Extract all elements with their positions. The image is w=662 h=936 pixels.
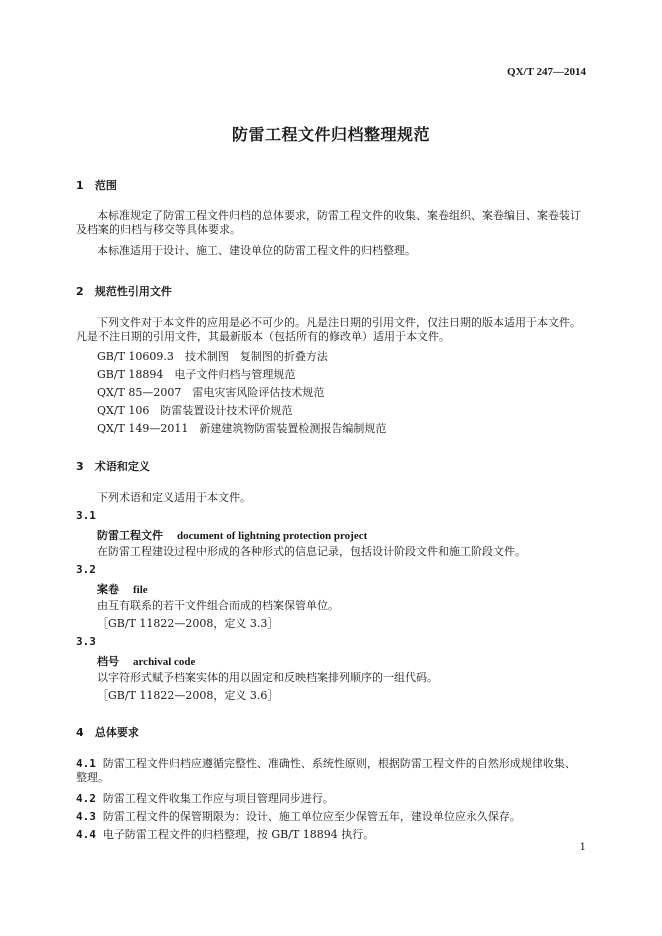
section-number: 4 (76, 726, 84, 739)
reference-item: GB/T 18894 电子文件归档与管理规范 (97, 368, 296, 381)
section-title: 术语和定义 (94, 460, 150, 473)
item-text: 防雷工程文件归档应遵循完整性、准确性、系统性原则，根据防雷工程文件的自然形成规律收集、整理。 (76, 757, 576, 784)
item-text: 防雷工程文件收集工作应与项目管理同步进行。 (102, 792, 334, 805)
page-number: 1 (579, 842, 586, 853)
term-number: 3.1 (76, 509, 96, 522)
section-number: 3 (76, 460, 84, 473)
page-title: 防雷工程文件归档整理规范 (231, 125, 430, 144)
section-heading-general-requirements (76, 724, 139, 740)
term-en: document of lightning protection project (177, 530, 368, 542)
item-number: 4.4 (76, 828, 96, 841)
reference-item: QX/T 106 防雷装置设计技术评价规范 (97, 404, 293, 417)
term-source: ［GB/T 11822—2008，定义 3.3］ (97, 617, 279, 630)
requirement-item (76, 757, 586, 785)
item-text: 防雷工程文件的保管期限为：设计、施工单位应至少保管五年，建设单位应永久保存。 (102, 810, 521, 823)
term-en: file (133, 584, 148, 596)
term-zh: 案卷 (97, 583, 119, 596)
term-definition: 以字符形式赋予档案实体的用以固定和反映档案排列顺序的一组代码。 (97, 671, 438, 684)
term-source: ［GB/T 11822—2008，定义 3.6］ (97, 689, 279, 702)
item-text: 电子防雷工程文件的归档整理，按 GB/T 18894 执行。 (102, 828, 375, 841)
item-number: 4.3 (76, 810, 96, 823)
requirement-item (76, 810, 521, 824)
paragraph: 下列文件对于本文件的应用是必不可少的。凡是注日期的引用文件，仅注日期的版本适用于本文件。凡是不注日期的引用文件，其最新版本（包括所有的修改单）适用于本文件。 (76, 316, 581, 343)
term-definition: 在防雷工程建设过程中形成的各种形式的信息记录，包括设计阶段文件和施工阶段文件。 (97, 545, 526, 558)
item-number: 4.1 (76, 757, 96, 770)
term-heading (97, 653, 195, 669)
reference-item: QX/T 149—2011 新建建筑物防雷装置检测报告编制规范 (97, 422, 387, 435)
term-number: 3.3 (76, 635, 96, 648)
term-en: archival code (133, 656, 196, 668)
section-number: 1 (76, 179, 84, 192)
term-heading (97, 581, 148, 597)
term-definition: 由互有联系的若干文件组合而成的档案保管单位。 (97, 599, 339, 612)
section-title: 总体要求 (94, 726, 139, 739)
section-title: 范围 (94, 179, 117, 192)
paragraph: 下列术语和定义适用于本文件。 (97, 491, 251, 504)
term-zh: 防雷工程文件 (97, 529, 163, 542)
term-heading (97, 527, 367, 543)
section-heading-terms (76, 458, 150, 474)
paragraph: 本标准规定了防雷工程文件归档的总体要求，防雷工程文件的收集、案卷组织、案卷编目、案卷装订及档案的归档与移交等具体要求。 (76, 209, 581, 236)
requirement-item (76, 828, 374, 842)
section-heading-normative-references (76, 283, 172, 299)
reference-item: QX/T 85—2007 雷电灾害风险评估技术规范 (97, 386, 325, 399)
section-heading-scope (76, 177, 117, 193)
requirement-item (76, 792, 334, 806)
item-number: 4.2 (76, 792, 96, 805)
term-number: 3.2 (76, 563, 96, 576)
paragraph: 本标准适用于设计、施工、建设单位的防雷工程文件的归档整理。 (97, 244, 416, 257)
document-code: QX/T 247—2014 (507, 66, 586, 78)
section-title: 规范性引用文件 (94, 285, 172, 298)
term-zh: 档号 (97, 655, 119, 668)
reference-item: GB/T 10609.3 技术制图 复制图的折叠方法 (97, 350, 328, 363)
section-number: 2 (76, 285, 84, 298)
